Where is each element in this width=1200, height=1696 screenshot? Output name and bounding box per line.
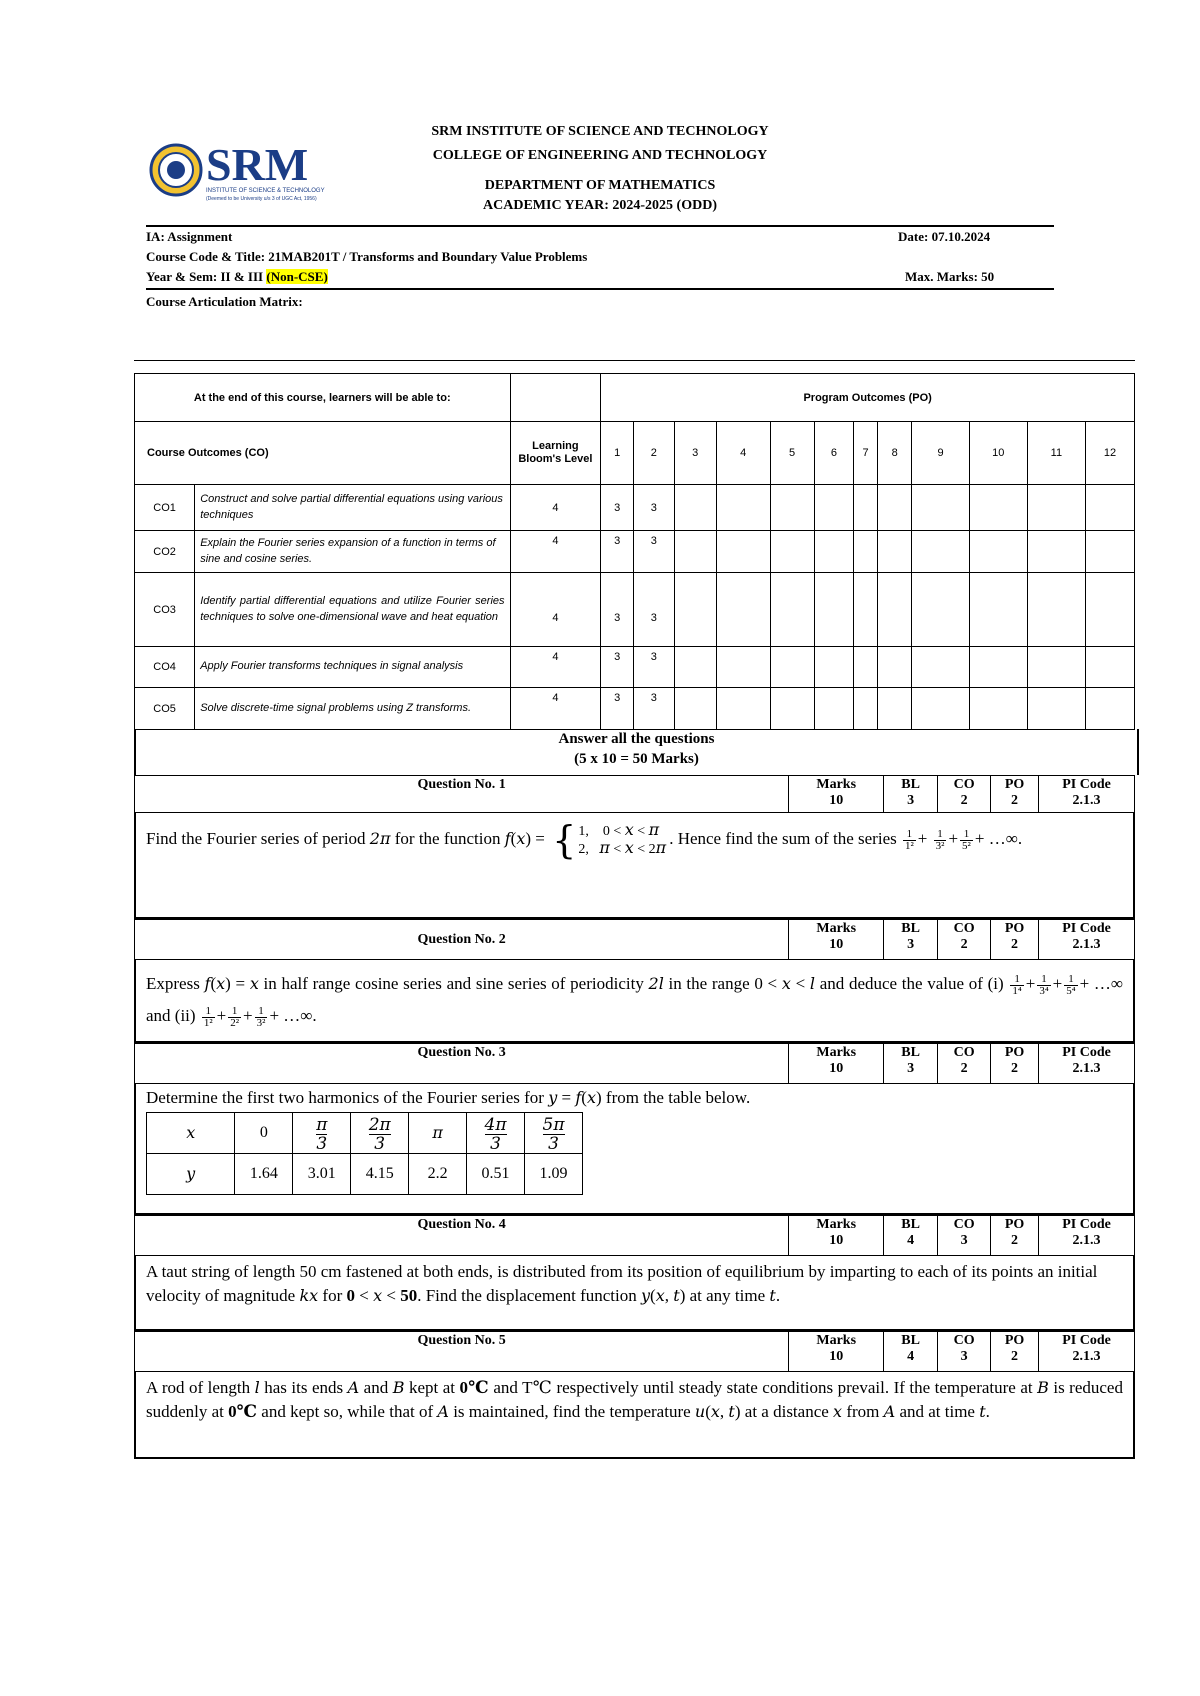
college-name: COLLEGE OF ENGINEERING AND TECHNOLOGY	[432, 148, 768, 163]
marks-cell: Marks 10	[789, 1332, 884, 1372]
y-value: 2.2	[409, 1154, 467, 1195]
po2-value: 3	[633, 573, 674, 647]
y-value: 0.51	[467, 1154, 525, 1195]
co-cell: CO 2	[938, 920, 991, 960]
course-title: Course Code & Title: 21MAB201T / Transforms and Boundary Value Problems	[146, 249, 588, 264]
question-title: Question No. 4	[135, 1216, 789, 1256]
year-sem: Year & Sem: II & III (Non-CSE)	[146, 269, 328, 284]
po1-value: 3	[601, 688, 634, 730]
po-number: 3	[674, 422, 716, 485]
co-code: CO3	[135, 573, 195, 647]
question-body: A rod of length l has its ends A and B kept at 0℃ and T℃ respectively until steady state conditions prevail. If the temperature at B is reduced suddenly at 0℃ and kept so, while that of A is maintained, find the temperature u(x, t) at a distance x from A and at time t.	[134, 1372, 1135, 1459]
x-value: 0	[235, 1113, 293, 1154]
svg-text:(Deemed to be University u/s 3: (Deemed to be University u/s 3 of UGC Act, 1956)	[206, 196, 317, 202]
articulation-label: Course Articulation Matrix:	[146, 294, 303, 309]
co-level: 4	[510, 573, 601, 647]
pi-code-cell: PI Code 2.1.3	[1039, 1044, 1135, 1084]
y-value: 1.64	[235, 1154, 293, 1195]
x-row	[147, 1113, 583, 1154]
matrix-top-rule	[134, 360, 1135, 361]
po-number: 7	[854, 422, 877, 485]
po-header: Program Outcomes (PO)	[601, 374, 1135, 422]
svg-text:INSTITUTE OF SCIENCE & TECHNOL: INSTITUTE OF SCIENCE & TECHNOLOGY	[206, 188, 325, 194]
po-number: 10	[969, 422, 1027, 485]
question-title: Question No. 5	[135, 1332, 789, 1372]
x-value: $\frac{2\pi}{3}$	[351, 1113, 409, 1154]
question-title: Question No. 2	[135, 920, 789, 960]
department-name: DEPARTMENT OF MATHEMATICS	[484, 178, 716, 193]
answer-all-text: Answer all the questions	[558, 731, 715, 747]
x-value: $\frac{5\pi}{3}$	[525, 1113, 583, 1154]
co-cell: CO 2	[938, 776, 991, 813]
po2-value: 3	[633, 688, 674, 730]
marks-cell: Marks 10	[789, 1044, 884, 1084]
question-body: Determine the first two harmonics of the Fourier series for y = f(x) from the table below. x 0 $\frac{\pi}{3}$ $\frac{2\pi}{3}$ π $\frac{4\pi}{3}$ $\frac{5\pi}{3}$ y 1.64 3.01 4.15 2.2 0.51 1.09	[134, 1084, 1135, 1215]
piecewise-function: { 1, 0 < x < π 2, π < x < 2π	[552, 818, 667, 862]
pi-code-cell: PI Code 2.1.3	[1039, 1332, 1135, 1372]
po-cell: PO 2	[991, 1044, 1039, 1084]
co-code: CO2	[135, 531, 195, 573]
co-description: Apply Fourier transforms techniques in signal analysis	[195, 647, 510, 688]
x-value: $\frac{\pi}{3}$	[293, 1113, 351, 1154]
question-title: Question No. 1	[135, 776, 789, 813]
non-cse-highlight: (Non-CSE)	[266, 269, 328, 284]
co-row	[135, 688, 1135, 730]
header-divider	[146, 225, 1054, 227]
po-number: 4	[716, 422, 770, 485]
matrix-intro: At the end of this course, learners will be able to:	[135, 374, 511, 422]
max-marks: Max. Marks: 50	[905, 269, 995, 284]
co-row	[135, 531, 1135, 573]
po-cell: PO 2	[991, 776, 1039, 813]
co-code: CO4	[135, 647, 195, 688]
question-header	[134, 1043, 1135, 1084]
question-body: Express f(x) = x in half range cosine series and sine series of periodicity 2l in the range 0 < x < l and deduce the value of (i) $\frac{1}{\text{1⁴}}$ + $\frac{1}{\text{3⁴}}$ + $\frac{1}{\text{5⁴}}$ + …∞ and (ii) $\frac{1}{\text{1²}}$ + $\frac{1}{\text{2²}}$ + $\frac{1}{\text{3²}}$ + …∞.	[134, 960, 1135, 1043]
x-value: $\frac{4\pi}{3}$	[467, 1113, 525, 1154]
po1-value: 3	[601, 573, 634, 647]
po-number: 12	[1085, 422, 1134, 485]
y-value: 3.01	[293, 1154, 351, 1195]
bl-cell: BL 3	[884, 920, 938, 960]
question-header	[134, 1215, 1135, 1256]
pi-code-cell: PI Code 2.1.3	[1039, 776, 1135, 813]
co-cell: CO 3	[938, 1332, 991, 1372]
co-code: CO5	[135, 688, 195, 730]
institute-name: SRM INSTITUTE OF SCIENCE AND TECHNOLOGY	[431, 124, 769, 139]
po-number: 6	[814, 422, 854, 485]
ia-type: IA: Assignment	[146, 229, 233, 244]
instructions	[134, 729, 1139, 775]
x-value: π	[409, 1113, 467, 1154]
po-cell: PO 2	[991, 920, 1039, 960]
svg-text:SRM: SRM	[206, 139, 309, 190]
question-header	[134, 1331, 1135, 1372]
po1-value: 3	[601, 531, 634, 573]
bloom-header: Learning Bloom's Level	[510, 422, 601, 485]
y-row	[147, 1154, 583, 1195]
exam-date: Date: 07.10.2024	[898, 229, 991, 244]
academic-year: ACADEMIC YEAR: 2024-2025 (ODD)	[483, 198, 717, 213]
info-divider	[146, 288, 1054, 290]
co-description: Construct and solve partial differential equations using various techniques	[195, 485, 510, 531]
x-label: x	[147, 1113, 235, 1154]
bl-cell: BL 4	[884, 1332, 938, 1372]
bl-cell: BL 3	[884, 1044, 938, 1084]
harmonics-data-table	[146, 1112, 583, 1195]
co-level: 4	[510, 485, 601, 531]
question-header	[134, 919, 1135, 960]
co-row	[135, 647, 1135, 688]
co-cell: CO 2	[938, 1044, 991, 1084]
po-number: 8	[877, 422, 912, 485]
bl-cell: BL 3	[884, 776, 938, 813]
po-cell: PO 2	[991, 1216, 1039, 1256]
co-level: 4	[510, 688, 601, 730]
co-level: 4	[510, 647, 601, 688]
marks-scheme: (5 x 10 = 50 Marks)	[574, 751, 699, 767]
po-cell: PO 2	[991, 1332, 1039, 1372]
bl-cell: BL 4	[884, 1216, 938, 1256]
pi-code-cell: PI Code 2.1.3	[1039, 1216, 1135, 1256]
co-level: 4	[510, 531, 601, 573]
y-value: 1.09	[525, 1154, 583, 1195]
po1-value: 3	[601, 647, 634, 688]
co-code: CO1	[135, 485, 195, 531]
pi-code-cell: PI Code 2.1.3	[1039, 920, 1135, 960]
po2-value: 3	[633, 485, 674, 531]
co-row	[135, 485, 1135, 531]
question-body: A taut string of length 50 cm fastened at both ends, is distributed from its position of equilibrium by imparting to each of its points an initial velocity of magnitude kx for 0 < x < 50. Find the displacement function y(x, t) at any time t.	[134, 1256, 1135, 1331]
question-body: Find the Fourier series of period 2π for the function f(x) = { 1, 0 < x < π 2, π < x < 2π . Hence find the sum of the series $\frac{1}{\text{1²}}$ + $\frac{1}{\text{3²}}$ + $\frac{1}{\text{5²}}$ + …∞.	[134, 813, 1135, 919]
po-number: 2	[633, 422, 674, 485]
po1-value: 3	[601, 485, 634, 531]
co-header: Course Outcomes (CO)	[135, 422, 511, 485]
po-number: 11	[1027, 422, 1085, 485]
co-description: Solve discrete-time signal problems using Z transforms.	[195, 688, 510, 730]
co-description: Identify partial differential equations and utilize Fourier series techniques to solve one-dimensional wave and heat equation	[195, 573, 510, 647]
po2-value: 3	[633, 531, 674, 573]
po2-value: 3	[633, 647, 674, 688]
articulation-matrix	[134, 373, 1135, 730]
co-description: Explain the Fourier series expansion of a function in terms of sine and cosine series.	[195, 531, 510, 573]
co-row	[135, 573, 1135, 647]
po-number: 1	[601, 422, 634, 485]
y-label: y	[147, 1154, 235, 1195]
marks-cell: Marks 10	[789, 1216, 884, 1256]
question-header	[134, 775, 1135, 813]
marks-cell: Marks 10	[789, 776, 884, 813]
po-number: 9	[912, 422, 969, 485]
co-cell: CO 3	[938, 1216, 991, 1256]
po-number: 5	[770, 422, 814, 485]
y-value: 4.15	[351, 1154, 409, 1195]
question-title: Question No. 3	[135, 1044, 789, 1084]
marks-cell: Marks 10	[789, 920, 884, 960]
